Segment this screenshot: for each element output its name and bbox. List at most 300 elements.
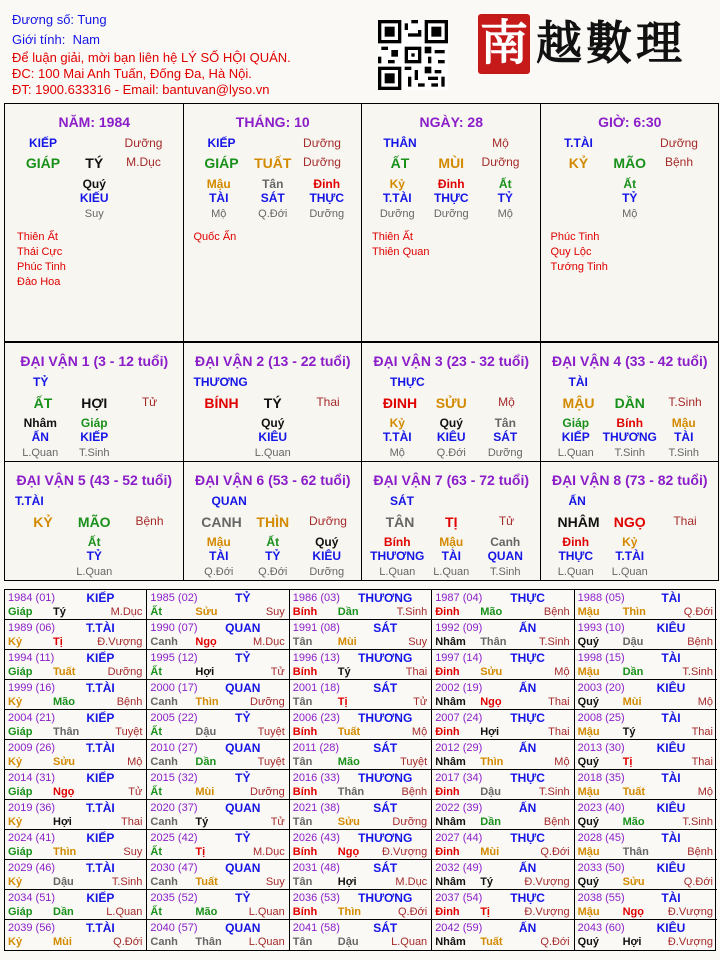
year-stem: Mậu (577, 786, 600, 798)
year-cell[interactable] (147, 800, 289, 830)
year-branch: Mùi (53, 936, 72, 948)
year-branch: Dậu (53, 876, 74, 888)
year-cell[interactable] (5, 590, 147, 620)
year-cell[interactable] (147, 920, 289, 950)
pillar-star: Thiên Ất (17, 231, 58, 243)
contact-line-2: ĐC: 100 Mai Anh Tuấn, Đống Đa, Hà Nội. (12, 66, 252, 81)
year-stem: Đinh (435, 846, 460, 858)
year-label: 2026 (43) (292, 832, 340, 844)
year-label: 2031 (48) (292, 862, 340, 874)
year-ten-god: ẤN (518, 861, 537, 875)
year-cell[interactable] (5, 680, 147, 710)
year-branch: Thân (622, 846, 649, 858)
luck-hidden-stem: Bính (383, 534, 411, 549)
year-branch: Ngọ (195, 636, 217, 648)
year-branch: Tuất (53, 666, 76, 678)
hidden-ten-god: TỶ (497, 191, 513, 205)
year-cell[interactable] (432, 710, 574, 740)
year-label: 2040 (57) (150, 922, 198, 934)
year-cell[interactable] (147, 830, 289, 860)
year-cell[interactable] (147, 620, 289, 650)
year-label: 2036 (53) (292, 892, 340, 904)
year-cell[interactable] (147, 710, 289, 740)
luck-hidden-stem: Ất (87, 534, 101, 549)
luck-hidden-stem: Bính (616, 416, 644, 430)
year-branch: Tuất (622, 786, 645, 798)
year-cell[interactable] (290, 680, 432, 710)
luck-hidden-stem: Mậu (671, 416, 696, 430)
luck-stage: T.Sinh (668, 395, 702, 409)
year-branch: Tuất (337, 726, 361, 738)
year-label: 2005 (22) (150, 712, 198, 724)
year-label: 2016 (33) (292, 772, 340, 784)
year-cell[interactable] (147, 650, 289, 680)
year-cell[interactable] (290, 920, 432, 950)
year-label: 2009 (26) (8, 742, 56, 754)
luck-hidden-ten-god: QUAN (487, 548, 523, 563)
year-cell[interactable] (147, 890, 289, 920)
year-label: 1987 (04) (435, 592, 483, 604)
year-branch: Ngọ (337, 846, 360, 858)
hidden-ten-god: T.TÀI (382, 191, 412, 205)
year-ten-god: QUAN (225, 741, 261, 755)
year-cell[interactable] (432, 770, 574, 800)
luck-hidden-stage: L.Quan (611, 565, 648, 578)
year-branch: Dần (195, 756, 217, 768)
year-cell[interactable] (5, 710, 147, 740)
year-branch: Thìn (337, 906, 362, 918)
pillar-star: Phúc Tinh (550, 231, 600, 243)
luck-hidden-stage: Dưỡng (487, 447, 523, 459)
year-cell[interactable] (290, 800, 432, 830)
year-label: 2015 (32) (150, 772, 198, 784)
year-branch: Sửu (622, 876, 645, 888)
hidden-stage: Mộ (622, 208, 638, 220)
luck-hidden-stem: Quý (439, 416, 463, 430)
luck-hidden-stem: Nhâm (23, 416, 57, 430)
year-cell[interactable] (147, 770, 289, 800)
year-branch: Hợi (337, 876, 357, 888)
luck-stage: Tử (141, 395, 158, 409)
year-ten-god: QUAN (225, 801, 261, 815)
contact-line-3[interactable]: ĐT: 1900.633316 - Email: bantuvan@lyso.vn (12, 82, 270, 97)
year-label: 2002 (19) (435, 682, 483, 694)
year-branch: Hợi (622, 936, 642, 948)
year-stem: Đinh (435, 786, 460, 798)
owner-name: Tung (77, 12, 107, 27)
year-cell[interactable] (432, 890, 574, 920)
year-label: 1998 (15) (577, 652, 625, 664)
year-cell[interactable] (290, 740, 432, 770)
year-ten-god: TÀI (661, 831, 681, 845)
luck-hidden-stage: L.Quan (22, 447, 59, 459)
year-stage: L.Quan (106, 906, 143, 918)
pillar-star: Quy Lộc (550, 246, 592, 258)
year-branch: Dần (53, 906, 74, 918)
luck-hidden-stage: L.Quan (557, 565, 594, 578)
pillar-branch: TUẤT (254, 155, 292, 171)
year-stem: Bính (292, 906, 318, 918)
year-label: 2004 (21) (8, 712, 56, 724)
year-stage: Q.Đới (683, 606, 713, 618)
year-stage: Bệnh (687, 636, 713, 648)
year-label: 2039 (56) (8, 922, 56, 934)
year-stem: Nhâm (435, 816, 466, 828)
year-branch: Mùi (195, 786, 215, 798)
hidden-stage: Mộ (497, 208, 513, 220)
annual-luck-grid (4, 589, 716, 951)
year-cell[interactable] (5, 740, 147, 770)
year-branch: Tý (195, 816, 209, 828)
pillar-box (361, 103, 541, 342)
luck-stem: CANH (201, 513, 242, 530)
luck-hidden-ten-god: TÀI (674, 430, 694, 444)
year-cell[interactable] (147, 860, 289, 890)
luck-hidden-stem: Đinh (562, 534, 590, 549)
year-label: 2037 (54) (435, 892, 483, 904)
year-cell[interactable] (575, 890, 717, 920)
year-ten-god: THƯƠNG (358, 831, 413, 845)
year-stage: T.Sinh (682, 816, 713, 828)
year-ten-god: KIÊU (656, 801, 686, 815)
year-label: 2025 (42) (150, 832, 198, 844)
year-stem: Mậu (577, 846, 600, 858)
year-cell[interactable] (147, 740, 289, 770)
year-cell[interactable] (5, 920, 147, 950)
year-label: 2020 (37) (150, 802, 198, 814)
pillar-stem: GIÁP (25, 155, 61, 171)
year-ten-god: QUAN (225, 921, 261, 935)
year-stem: Bính (292, 846, 318, 858)
year-cell[interactable] (575, 830, 717, 860)
year-stem: Kỷ (8, 756, 23, 768)
luck-title: ĐẠI VẬN 6 (53 - 62 tuổi) (194, 471, 351, 488)
year-stem: Kỷ (8, 816, 23, 828)
year-cell[interactable] (432, 920, 574, 950)
year-stem: Quý (577, 696, 599, 708)
year-cell[interactable] (575, 650, 717, 680)
year-cell[interactable] (290, 590, 432, 620)
year-stage: Bệnh (116, 696, 143, 708)
year-cell[interactable] (5, 890, 147, 920)
year-ten-god: T.TÀI (86, 801, 115, 815)
year-branch: Tý (480, 876, 494, 888)
qr-code-icon[interactable] (378, 20, 448, 90)
luck-hidden-ten-god: KIẾP (80, 430, 109, 444)
year-stage: Thai (691, 726, 713, 738)
pillar-ten-god: THÂN (383, 136, 417, 150)
year-cell[interactable] (290, 710, 432, 740)
luck-stage: Thai (673, 513, 697, 528)
year-ten-god: TÀI (661, 651, 681, 665)
luck-hidden-stage: T.Sinh (78, 447, 110, 459)
hidden-ten-god: SÁT (260, 191, 285, 205)
year-cell[interactable] (290, 620, 432, 650)
year-label: 1993 (10) (577, 622, 625, 634)
year-cell[interactable] (432, 860, 574, 890)
year-stem: Tân (292, 696, 313, 708)
hidden-stage: Suy (84, 208, 104, 220)
year-label: 1990 (07) (150, 622, 198, 634)
pillar-star: Phúc Tinh (17, 261, 66, 273)
hidden-stem: Quý (82, 177, 106, 191)
year-cell[interactable] (432, 680, 574, 710)
year-cell[interactable] (5, 620, 147, 650)
year-cell[interactable] (290, 830, 432, 860)
hidden-stem: Tân (262, 177, 284, 191)
luck-hidden-stem: Quý (315, 534, 339, 549)
year-cell[interactable] (432, 830, 574, 860)
year-ten-god: ẤN (518, 801, 537, 815)
luck-pillar-box (183, 461, 363, 581)
year-ten-god: TỶ (235, 891, 251, 905)
year-stage: Mộ (697, 696, 713, 708)
year-label: 2034 (51) (8, 892, 56, 904)
luck-title: ĐẠI VẬN 7 (63 - 72 tuổi) (373, 471, 530, 488)
year-branch: Tý (337, 666, 351, 678)
year-cell[interactable] (290, 650, 432, 680)
luck-title: ĐẠI VẬN 1 (3 - 12 tuổi) (20, 353, 169, 369)
luck-pillar-box (4, 461, 184, 581)
year-ten-god: SÁT (373, 861, 398, 875)
hidden-ten-god: TÀI (209, 191, 229, 205)
pillar-star: Đào Hoa (17, 276, 61, 288)
year-ten-god: TỶ (235, 651, 251, 665)
year-cell[interactable] (5, 650, 147, 680)
year-stage: Bệnh (401, 786, 428, 798)
year-stage: Dưỡng (250, 696, 285, 708)
year-stem: Canh (150, 756, 178, 768)
year-cell[interactable] (575, 770, 717, 800)
year-cell[interactable] (147, 680, 289, 710)
year-stage: Dưỡng (392, 816, 428, 828)
year-stem: Giáp (8, 606, 33, 618)
year-ten-god: THƯƠNG (358, 891, 413, 905)
luck-hidden-stem: Mậu (439, 534, 464, 549)
year-ten-god: THƯƠNG (358, 591, 413, 605)
year-ten-god: KIÊU (656, 621, 686, 635)
pillar-stage-top: Dưỡng (124, 136, 163, 150)
year-stage: Thai (120, 816, 143, 828)
year-ten-god: KIẾP (86, 831, 115, 845)
year-cell[interactable] (575, 680, 717, 710)
year-cell[interactable] (290, 890, 432, 920)
luck-stage: Tử (498, 513, 515, 528)
year-stem: Canh (150, 636, 178, 648)
year-stage: Tử (128, 786, 143, 798)
year-branch: Tị (337, 696, 348, 708)
pillar-box (183, 103, 363, 342)
hidden-ten-god: THỰC (309, 191, 345, 205)
year-stage: Mộ (127, 756, 143, 768)
year-stem: Bính (292, 666, 318, 678)
year-ten-god: ẤN (518, 621, 537, 635)
year-stage: Bệnh (543, 816, 570, 828)
year-stage: T.Sinh (539, 786, 570, 798)
luck-ten-god: T.TÀI (15, 493, 44, 508)
year-stage: L.Quan (248, 936, 285, 948)
luck-hidden-stage: L.Quan (379, 565, 416, 578)
year-label: 2042 (59) (435, 922, 483, 934)
hidden-stage: Mộ (211, 208, 227, 220)
year-stage: T.Sinh (111, 876, 143, 888)
year-ten-god: THƯƠNG (358, 771, 413, 785)
year-branch: Thân (480, 636, 507, 648)
year-label: 2027 (44) (435, 832, 483, 844)
year-stem: Quý (577, 936, 599, 948)
year-stage: Tử (270, 816, 285, 828)
year-ten-god: ẤN (518, 741, 537, 755)
year-stage: Bệnh (543, 606, 570, 618)
year-label: 1999 (16) (8, 682, 56, 694)
pillar-star: Tướng Tinh (550, 261, 608, 273)
pillar-stage-top: Dưỡng (303, 136, 341, 150)
year-cell[interactable] (575, 860, 717, 890)
luck-pillar-box (183, 342, 363, 462)
year-label: 1992 (09) (435, 622, 483, 634)
year-label: 2028 (45) (577, 832, 625, 844)
pillar-branch: TÝ (85, 155, 104, 171)
year-cell[interactable] (575, 590, 717, 620)
year-cell[interactable] (5, 770, 147, 800)
year-cell[interactable] (5, 800, 147, 830)
year-label: 1986 (03) (292, 592, 340, 604)
year-ten-god: TÀI (661, 711, 681, 725)
year-cell[interactable] (5, 860, 147, 890)
pillar-star: Quốc Ấn (193, 231, 237, 243)
year-ten-god: ẤN (518, 921, 537, 935)
year-stage: Mộ (554, 666, 570, 678)
year-branch: Hợi (53, 816, 72, 828)
year-stem: Kỷ (8, 696, 23, 708)
year-cell[interactable] (290, 770, 432, 800)
year-cell[interactable] (575, 710, 717, 740)
year-stage: M.Dục (253, 636, 285, 648)
year-cell[interactable] (147, 590, 289, 620)
gender-value: Nam (72, 32, 101, 47)
year-stem: Tân (292, 876, 313, 888)
year-stem: Quý (577, 636, 599, 648)
year-stage: Đ.Vượng (667, 936, 713, 948)
year-label: 1989 (06) (8, 622, 56, 634)
year-label: 1988 (05) (577, 592, 625, 604)
year-cell[interactable] (432, 740, 574, 770)
year-ten-god: THỰC (510, 831, 545, 845)
luck-ten-god: QUAN (211, 493, 247, 508)
year-ten-god: THỰC (510, 771, 545, 785)
year-label: 1996 (13) (292, 652, 340, 664)
year-cell[interactable] (575, 620, 717, 650)
year-stage: Mộ (411, 726, 428, 738)
year-stage: Q.Đới (397, 906, 428, 918)
pillar-star: Thiên Quan (372, 246, 430, 258)
year-cell[interactable] (5, 830, 147, 860)
brand-logo (478, 10, 718, 80)
year-stage: Tuyệt (257, 726, 285, 738)
luck-hidden-stage: T.Sinh (668, 447, 700, 459)
year-ten-god: TỶ (235, 831, 251, 845)
luck-hidden-ten-god: ẤN (31, 430, 49, 444)
year-ten-god: THỰC (510, 591, 545, 605)
luck-hidden-stem: Quý (261, 416, 285, 430)
year-stem: Ất (150, 666, 162, 678)
year-stem: Ất (150, 606, 162, 618)
luck-hidden-ten-god: KIẾP (561, 430, 590, 444)
pillar-stage-mid: Dưỡng (303, 155, 341, 169)
year-stem: Mậu (577, 666, 600, 678)
year-ten-god: THƯƠNG (358, 651, 413, 665)
year-stem: Đinh (435, 666, 460, 678)
year-stage: Q.Đới (540, 936, 570, 948)
year-label: 2023 (40) (577, 802, 625, 814)
year-ten-god: SÁT (373, 801, 398, 815)
year-cell[interactable] (290, 860, 432, 890)
year-branch: Dậu (337, 936, 359, 948)
year-label: 2012 (29) (435, 742, 483, 754)
year-ten-god: ẤN (518, 681, 537, 695)
year-branch: Dậu (480, 786, 501, 798)
year-stem: Ất (150, 726, 162, 738)
year-ten-god: TÀI (661, 891, 681, 905)
luck-title: ĐẠI VẬN 2 (13 - 22 tuổi) (194, 353, 351, 369)
luck-branch: MÃO (77, 513, 111, 530)
year-ten-god: TÀI (661, 771, 681, 785)
pillar-stage-mid: Dưỡng (481, 155, 520, 169)
year-label: 2013 (30) (577, 742, 625, 754)
year-branch: Tuất (480, 936, 503, 948)
year-branch: Hợi (480, 726, 500, 738)
contact-line-1: Để luận giải, mời bạn liên hệ LÝ SỐ HỘI QUÁN. (12, 50, 291, 65)
year-cell[interactable] (575, 800, 717, 830)
year-ten-god: T.TÀI (86, 921, 115, 935)
hidden-stem: Ất (498, 177, 512, 191)
owner-label: Đương số: (12, 12, 75, 27)
year-ten-god: KIÊU (656, 921, 686, 935)
year-ten-god: QUAN (225, 681, 261, 695)
luck-hidden-ten-god: KIÊU (258, 430, 288, 444)
year-ten-god: TÀI (661, 591, 681, 605)
year-cell[interactable] (432, 620, 574, 650)
year-stem: Quý (577, 816, 599, 828)
year-ten-god: SÁT (373, 681, 398, 695)
year-cell[interactable] (575, 920, 717, 950)
year-stem: Ất (150, 846, 162, 858)
year-ten-god: TỶ (235, 591, 251, 605)
year-label: 2006 (23) (292, 712, 340, 724)
pillar-ten-god: T.TÀI (564, 136, 593, 150)
year-stage: Mộ (697, 786, 713, 798)
luck-ten-god: THỰC (390, 375, 425, 389)
year-branch: Mão (480, 606, 503, 618)
luck-hidden-ten-god: TỶ (265, 548, 281, 563)
year-cell[interactable] (432, 650, 574, 680)
year-cell[interactable] (432, 800, 574, 830)
year-stem: Bính (292, 606, 318, 618)
year-stage: Đ.Vượng (524, 876, 570, 888)
year-branch: Ngọ (480, 696, 502, 708)
year-label: 2035 (52) (150, 892, 198, 904)
year-ten-god: T.TÀI (86, 681, 115, 695)
luck-branch: DẦN (614, 395, 645, 411)
year-stage: Q.Đới (113, 936, 143, 948)
luck-stem: ĐINH (382, 395, 418, 411)
year-ten-god: THỰC (510, 711, 545, 725)
pillar-stage-mid: M.Dục (126, 155, 161, 169)
year-cell[interactable] (575, 740, 717, 770)
hidden-stage: Dưỡng (379, 208, 415, 220)
luck-hidden-stage: L.Quan (433, 565, 470, 578)
year-cell[interactable] (432, 590, 574, 620)
